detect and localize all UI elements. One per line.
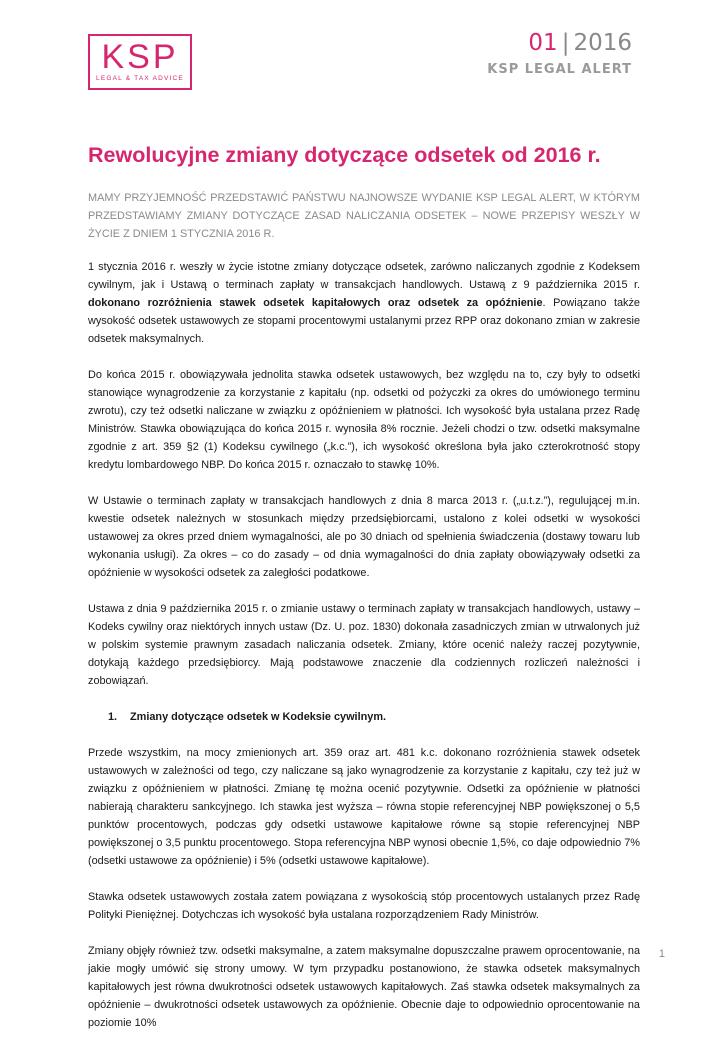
section-title: Zmiany dotyczące odsetek w Kodeksie cywilnym. xyxy=(130,711,387,723)
logo-subtitle: LEGAL & TAX ADVICE xyxy=(96,75,184,82)
paragraph-3: W Ustawie o terminach zapłaty w transakcjach handlowych z dnia 8 marca 2013 r. („u.t.z.”), regulującej m.in. kwestie odsetek należnych w stosunkach między przedsiębiorcami, ustalono z kolei odsetki w wysokości ustawowej za okres przed dniem wymagalności, ale po 30 dniach od spełnienia świadczenia (dostawy towaru lub wykonania usługi). Za okres – co do zasady – od dnia wymagalności do dnia zapłaty obowiązywały odsetki za opóźnienie w wysokości odsetek za zaległości podatkowe. xyxy=(88,495,640,579)
issue-number: 01 xyxy=(528,30,558,56)
page-number: 1 xyxy=(658,948,665,960)
alert-label: KSP LEGAL ALERT xyxy=(487,62,632,77)
issue-indicator xyxy=(528,30,632,56)
issue-year: 2016 xyxy=(573,30,632,56)
paragraph-1-bold: dokonano rozróżnienia stawek odsetek kapitałowych oraz odsetek za opóźnienie xyxy=(88,297,543,309)
logo-mark: KSP xyxy=(101,38,179,76)
paragraph-1-text-b: . Powiązano także wysokość odsetek ustawowych ze stopami procentowymi ustalanymi przez RPP oraz dokonano zmian w zakresie odsetek maksymalnych. xyxy=(88,297,640,345)
paragraph-4: Ustawa z dnia 9 października 2015 r. o zmianie ustawy o terminach zapłaty w transakcjach handlowych, ustawy – Kodeks cywilny oraz niektórych innych ustaw (Dz. U. poz. 1830) dokonała zasadniczych zmian w utrwalonych już w polskim systemie prawnym zasadach naliczania odsetek. Zmiany, które ocenić należy raczej pozytywnie, dotykają każdego przedsiębiorcy. Mają podstawowe znaczenie dla codziennych rozliczeń należności i zobowiązań. xyxy=(88,603,640,687)
section-heading-1 xyxy=(88,708,640,726)
paragraph-5: Przede wszystkim, na mocy zmienionych art. 359 oraz art. 481 k.c. dokonano rozróżnienia stawek odsetek ustawowych w zależności od tego, czy naliczane są jako wynagrodzenie za korzystanie z kapitału, czy też już w związku z opóźnieniem w płatności. Zmianę tę można ocenić pozytywnie. Odsetki za opóźnienie w płatności nabierają charakteru sankcyjnego. Ich stawka jest wyższa – równa stopie referencyjnej NBP powiększonej o 5,5 punktów procentowych, podczas gdy odsetki ustawowe kapitałowe równe są stopie referencyjnej NBP powiększonej o 3,5 punktu procentowego. Stopa referencyjna NBP wynosi obecnie 1,5%, co daje odpowiednio 7% (odsetki ustawowe za opóźnienie) i 5% (odsetki ustawowe kapitałowe). xyxy=(88,747,640,867)
section-number: 1. xyxy=(108,711,118,723)
issue-separator: | xyxy=(561,30,570,56)
article-body xyxy=(88,189,640,1050)
paragraph-2: Do końca 2015 r. obowiązywała jednolita stawka odsetek ustawowych, bez względu na to, czy były to odsetki stanowiące wynagrodzenie za korzystanie z kapitału (np. odsetki od pożyczki za okres do umówionego terminu zwrotu), czy też odsetki naliczane w związku z opóźnieniem w płatności. Ich wysokość była ustalana przez Radę Ministrów. Stawka obowiązująca do końca 2015 r. wynosiła 8% rocznie. Jeżeli chodzi o tzw. odsetki maksymalne zgodnie z art. 359 §2 (1) Kodeksu cywilnego („k.c.”), ich wysokość określona była jako czterokrotność stopy kredytu lombardowego NBP. Do końca 2015 r. oznaczało to stawkę 10%. xyxy=(88,369,640,471)
paragraph-1 xyxy=(88,258,640,348)
page-title: Rewolucyjne zmiany dotyczące odsetek od 2016 r. xyxy=(88,143,601,167)
paragraph-7: Zmiany objęły również tzw. odsetki maksymalne, a zatem maksymalne dopuszczalne prawem oprocentowanie, na jakie mogły umówić się strony umowy. W tym przypadku postanowiono, że stawka odsetek maksymalnych kapitałowych jest równa dwukrotności odsetek ustawowych kapitałowych. Zaś stawka odsetek maksymalnych za opóźnienie – dwukrotności odsetek ustawowych za opóźnienie. Obecnie daje to odpowiednio oprocentowanie na poziomie 10% xyxy=(88,945,640,1029)
paragraph-1-text-a: 1 stycznia 2016 r. weszły w życie istotne zmiany dotyczące odsetek, zarówno naliczanych zgodnie z Kodeksem cywilnym, jak i Ustawą o terminach zapłaty w transakcjach handlowych. Ustawą z 9 października 2015 r. xyxy=(88,261,640,291)
intro-paragraph: MAMY PRZYJEMNOŚĆ PRZEDSTAWIĆ PAŃSTWU NAJNOWSZE WYDANIE KSP LEGAL ALERT, W KTÓRYM PRZEDSTAWIAMY ZMIANY DOTYCZĄCE ZASAD NALICZANIA ODSETEK – NOWE PRZEPISY WESZŁY W ŻYCIE Z DNIEM 1 STYCZNIA 2016 R. xyxy=(88,192,640,240)
ksp-logo xyxy=(88,34,192,90)
paragraph-6: Stawka odsetek ustawowych została zatem powiązana z wysokością stóp procentowych ustalanych przez Radę Polityki Pieniężnej. Dotychczas ich wysokość była ustalana rozporządzeniem Rady Ministrów. xyxy=(88,891,640,921)
